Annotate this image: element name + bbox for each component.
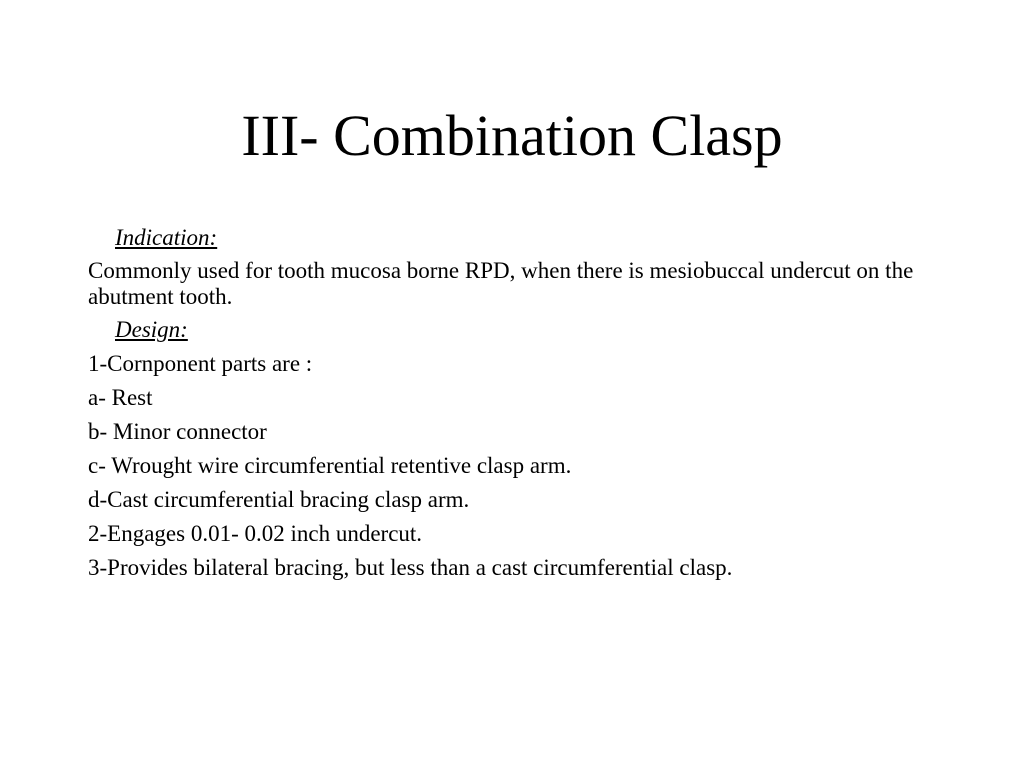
indication-label: Indication: — [115, 225, 218, 250]
slide-body — [88, 224, 948, 588]
design-item: b- Minor connector — [88, 419, 267, 444]
slide-title: III- Combination Clasp — [241, 103, 783, 168]
design-item: 1-Cornponent parts are : — [88, 351, 313, 376]
design-item: a- Rest — [88, 385, 153, 410]
design-item: 3-Provides bilateral bracing, but less than a cast circumferential clasp. — [88, 555, 733, 580]
design-item: 2-Engages 0.01- 0.02 inch undercut. — [88, 521, 423, 546]
indication-text: Commonly used for tooth mucosa borne RPD, when there is mesiobuccal undercut on the abutment tooth. — [88, 258, 914, 309]
design-label: Design: — [115, 317, 188, 342]
design-item: c- Wrought wire circumferential retentive clasp arm. — [88, 453, 572, 478]
design-item: d-Cast circumferential bracing clasp arm. — [88, 487, 470, 512]
